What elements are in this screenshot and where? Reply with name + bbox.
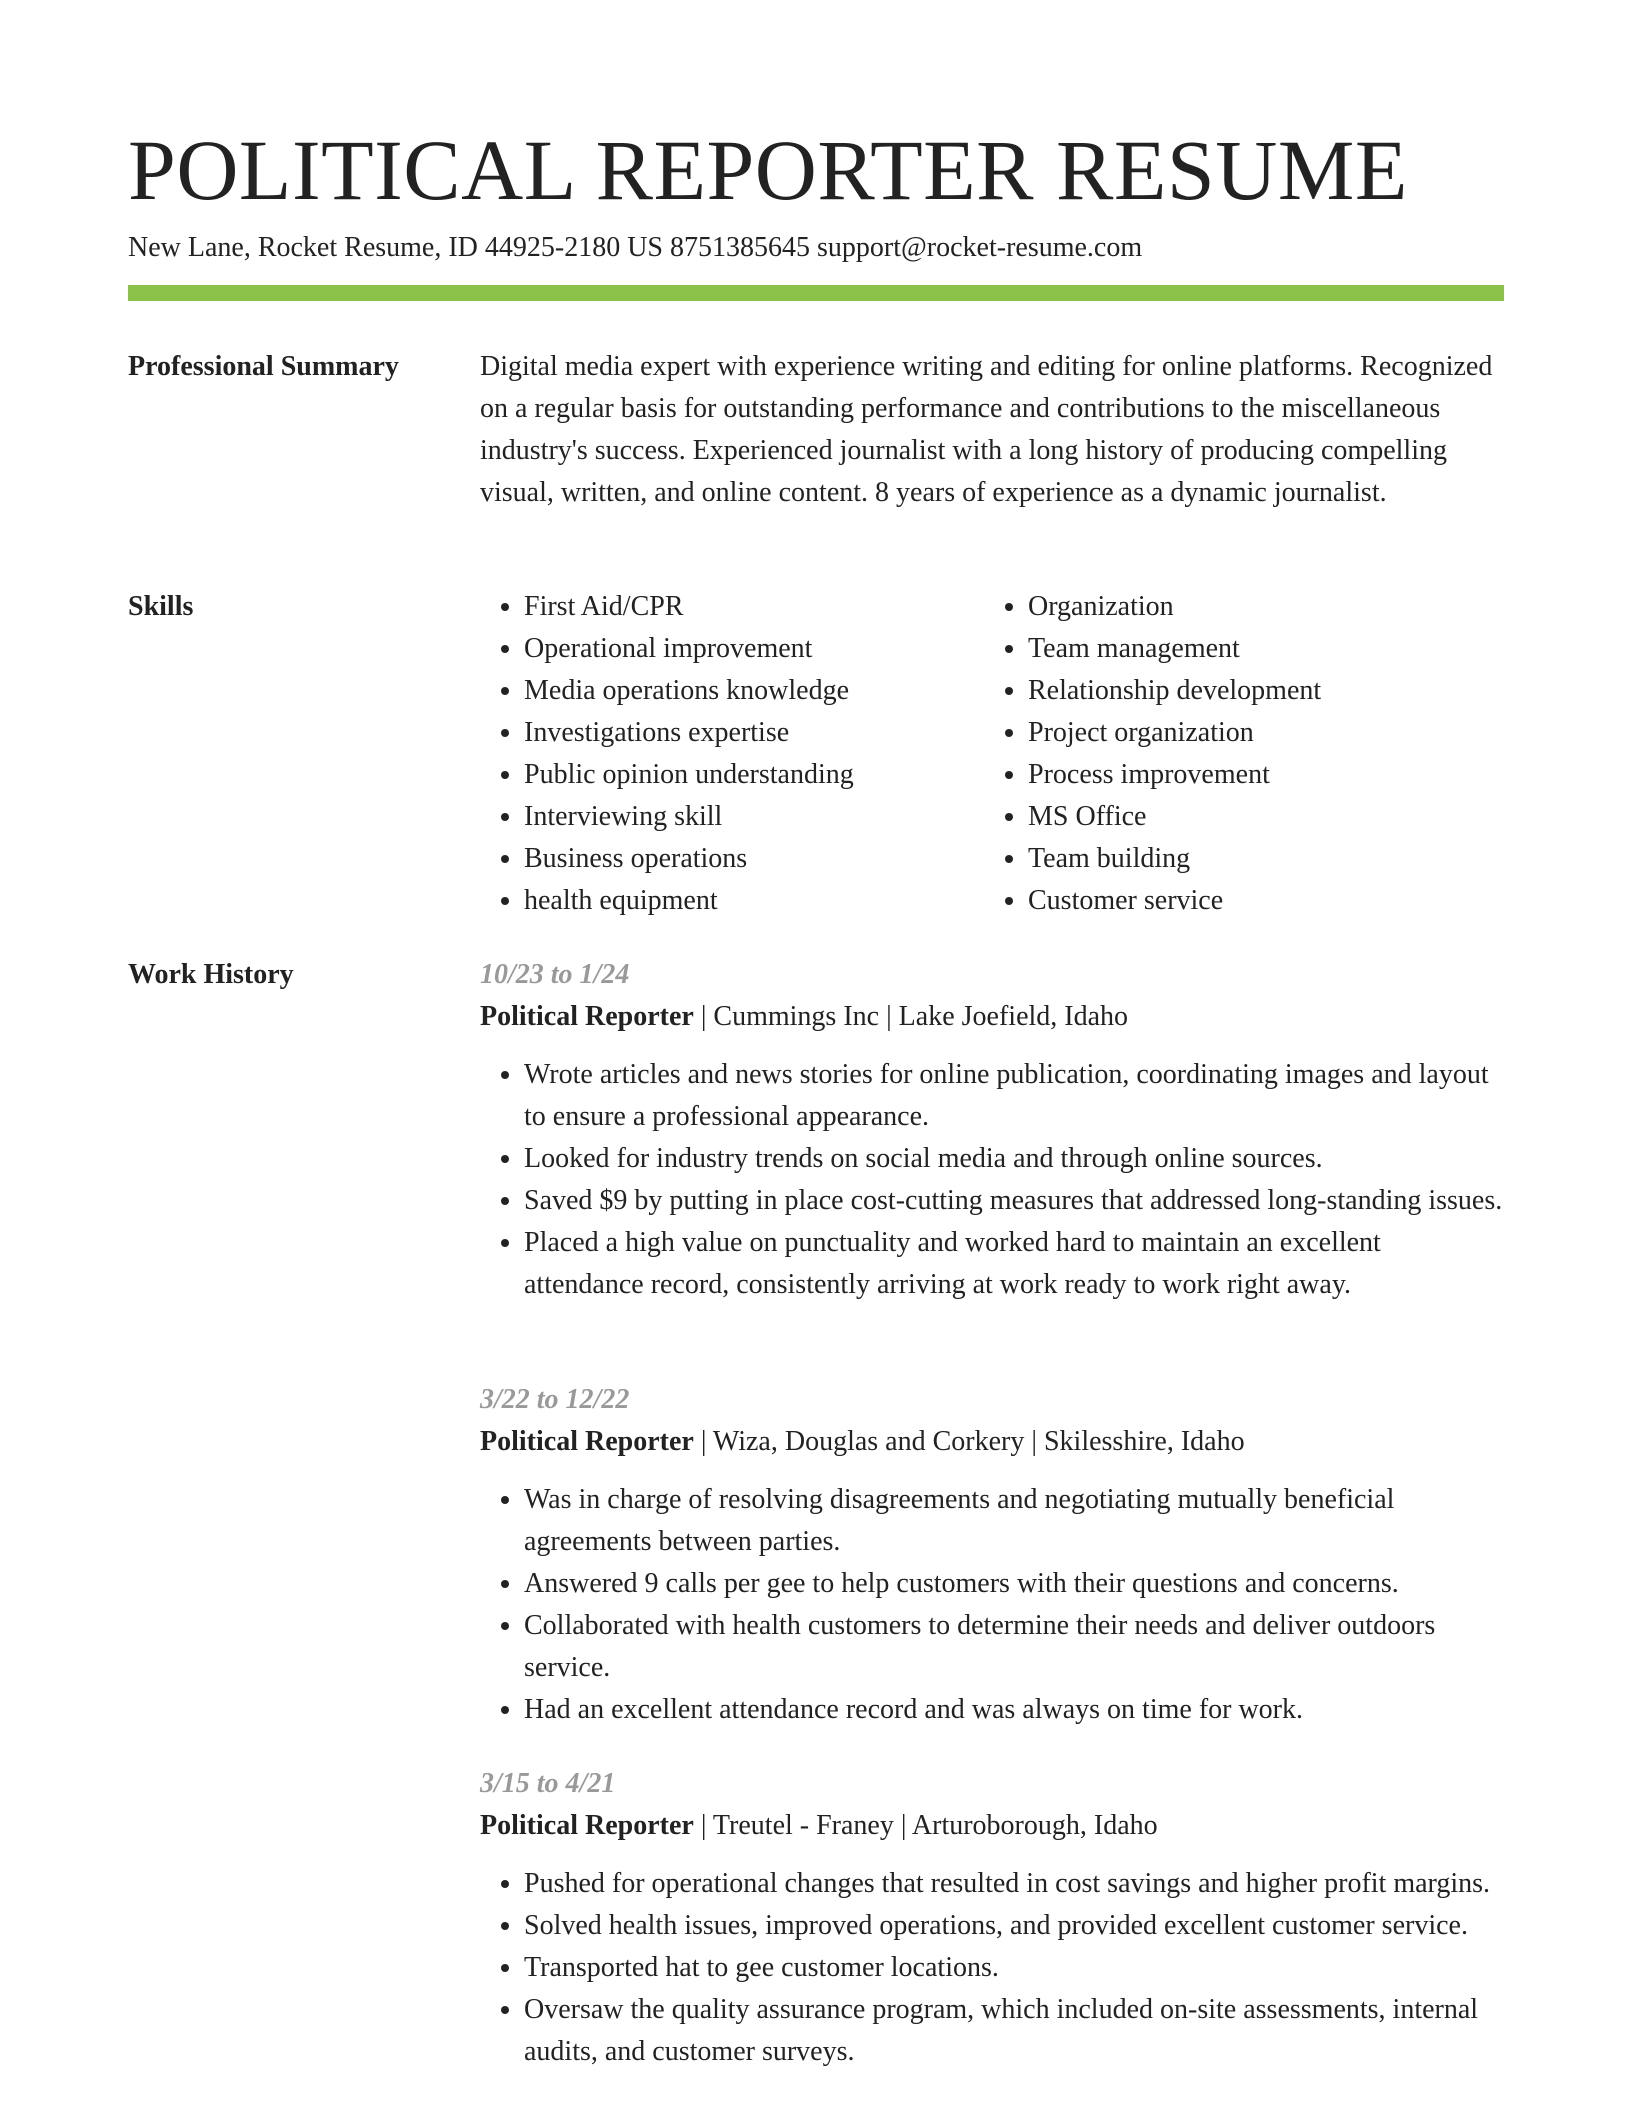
- job-employer-location: | Treutel - Franey | Arturoborough, Idaho: [693, 1810, 1158, 1841]
- skill-item: • Operational improvement: [524, 628, 854, 670]
- job-bullet: • Solved health issues, improved operations, and provided excellent customer service.: [524, 1905, 1504, 1947]
- job-bullet: • Placed a high value on punctuality and worked hard to maintain an excellent attendance record, consistently arriving at work ready to work right away.: [524, 1222, 1504, 1306]
- job-dates: 10/23 to 1/24: [480, 959, 630, 990]
- job-entry: [480, 1379, 1504, 1731]
- job-bullet: • Answered 9 calls per gee to help customers with their questions and concerns.: [524, 1563, 1504, 1605]
- skill-item: • Interviewing skill: [524, 796, 854, 838]
- summary-heading: Professional Summary: [128, 351, 399, 382]
- skill-item: • Process improvement: [1028, 754, 1321, 796]
- job-dates: 3/15 to 4/21: [480, 1768, 616, 1799]
- skill-item: • Business operations: [524, 838, 854, 880]
- work-history-section: [480, 954, 1504, 2112]
- skill-item: • Project organization: [1028, 712, 1321, 754]
- skill-item: • Investigations expertise: [524, 712, 854, 754]
- skills-list-right: [984, 586, 1321, 922]
- skill-item: • Media operations knowledge: [524, 670, 854, 712]
- job-header: [480, 1421, 1504, 1463]
- job-title: Political Reporter: [480, 1001, 694, 1032]
- job-bullet: • Collaborated with health customers to determine their needs and deliver outdoors service.: [524, 1605, 1504, 1689]
- job-header: [480, 996, 1504, 1038]
- job-bullet: • Looked for industry trends on social media and through online sources.: [524, 1138, 1504, 1180]
- job-title: Political Reporter: [480, 1426, 694, 1457]
- job-bullet: • Transported hat to gee customer locations.: [524, 1947, 1504, 1989]
- skill-item: • Relationship development: [1028, 670, 1321, 712]
- job-bullets: [480, 1479, 1504, 1731]
- job-bullets: [480, 1863, 1504, 2073]
- job-employer-location: | Cummings Inc | Lake Joefield, Idaho: [693, 1001, 1129, 1032]
- job-bullet: • Saved $9 by putting in place cost-cutting measures that addressed long-standing issues.: [524, 1180, 1504, 1222]
- skill-item: • Customer service: [1028, 880, 1321, 922]
- work-history-heading: Work History: [128, 959, 294, 990]
- summary-text: Digital media expert with experience writing and editing for online platforms. Recognized on a regular basis for outstanding performance and contributions to the miscellaneous industry's success. Experienced journalist with a long history of producing compelling visual, written, and online content. 8 years of experience as a dynamic journalist.: [480, 351, 1493, 508]
- job-bullet: • Was in charge of resolving disagreements and negotiating mutually beneficial agreements between parties.: [524, 1479, 1504, 1563]
- job-entry: [480, 954, 1504, 1306]
- summary-section: [480, 346, 1504, 514]
- job-title: Political Reporter: [480, 1810, 694, 1841]
- job-employer-location: | Wiza, Douglas and Corkery | Skilesshire, Idaho: [693, 1426, 1245, 1457]
- skill-item: • health equipment: [524, 880, 854, 922]
- job-bullets: [480, 1054, 1504, 1306]
- job-bullet: • Oversaw the quality assurance program, which included on-site assessments, internal audits, and customer surveys.: [524, 1989, 1504, 2073]
- skills-heading: Skills: [128, 591, 194, 622]
- header-divider: [128, 285, 1504, 301]
- job-entry: [480, 1763, 1504, 2073]
- job-bullet: • Had an excellent attendance record and was always on time for work.: [524, 1689, 1504, 1731]
- job-dates: 3/22 to 12/22: [480, 1384, 630, 1415]
- job-bullet: • Wrote articles and news stories for online publication, coordinating images and layout to ensure a professional appearance.: [524, 1054, 1504, 1138]
- skill-item: • Team management: [1028, 628, 1321, 670]
- skill-item: • Team building: [1028, 838, 1321, 880]
- contact-line: New Lane, Rocket Resume, ID 44925-2180 US 8751385645 support@rocket-resume.com: [128, 232, 1143, 263]
- job-bullet: • Pushed for operational changes that resulted in cost savings and higher profit margins.: [524, 1863, 1504, 1905]
- skill-item: • First Aid/CPR: [524, 586, 854, 628]
- skills-list-left: [480, 586, 854, 922]
- skill-item: • Public opinion understanding: [524, 754, 854, 796]
- resume-title: POLITICAL REPORTER RESUME: [128, 122, 1408, 218]
- skill-item: • MS Office: [1028, 796, 1321, 838]
- skills-section: [480, 586, 1504, 922]
- job-header: [480, 1805, 1504, 1847]
- skill-item: • Organization: [1028, 586, 1321, 628]
